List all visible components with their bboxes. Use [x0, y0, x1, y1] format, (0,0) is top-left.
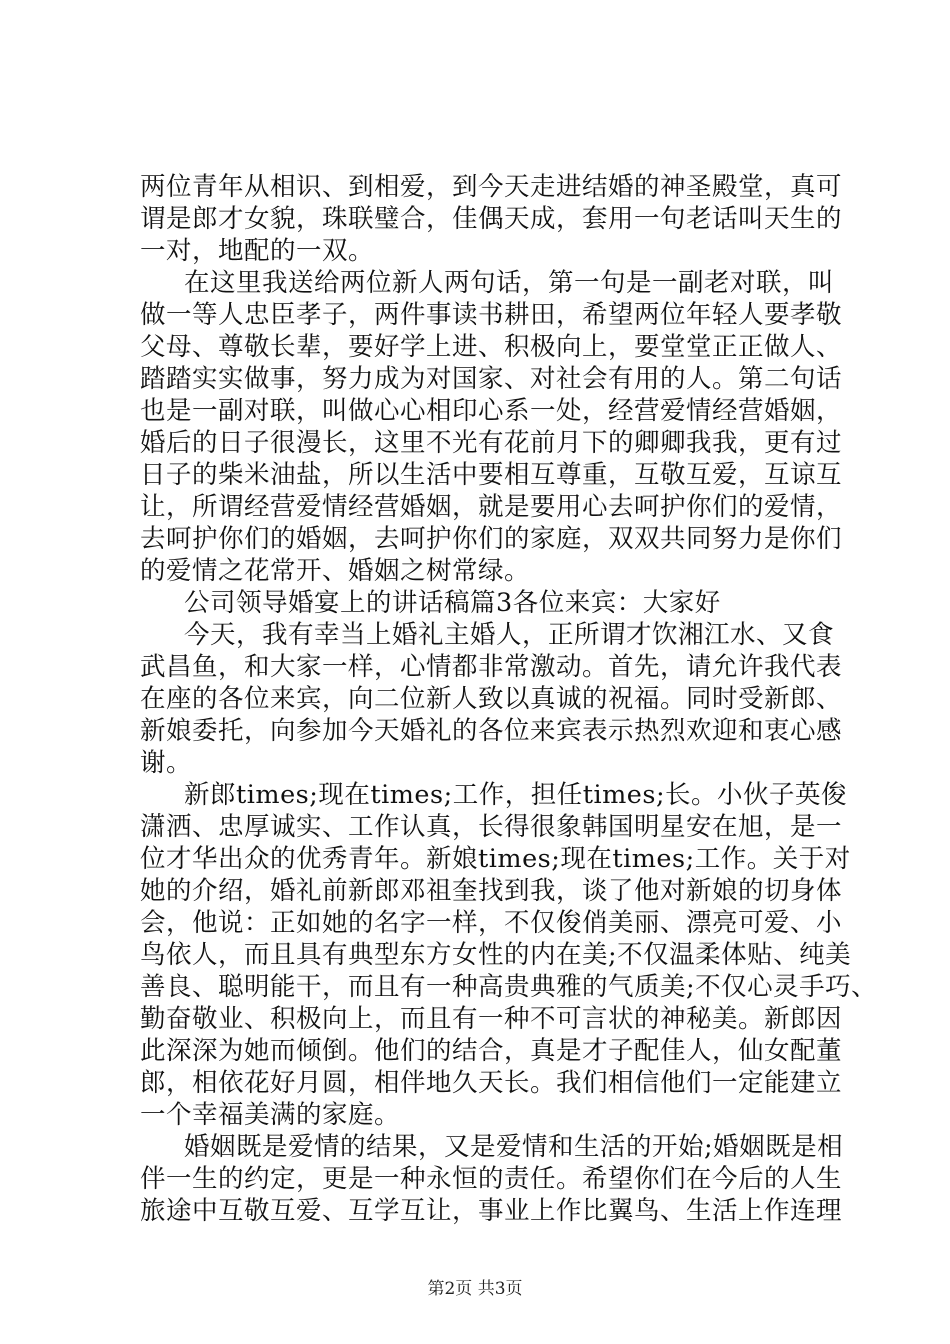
text-line: 新娘委托，向参加今天婚礼的各位来宾表示热烈欢迎和衷心感: [140, 716, 843, 746]
text-line: 在座的各位来宾，向二位新人致以真诚的祝福。同时受新郎、: [140, 684, 843, 714]
text-line: 此深深为她而倾倒。他们的结合，真是才子配佳人，仙女配董: [140, 1036, 843, 1066]
text-line: 武昌鱼，和大家一样，心情都非常激动。首先，请允许我代表: [140, 652, 843, 682]
document-body: [140, 171, 878, 1227]
text-line: 勤奋敬业、积极向上，而且有一种不可言状的神秘美。新郎因: [140, 1004, 843, 1034]
text-line: 伴一生的约定，更是一种永恒的责任。希望你们在今后的人生: [140, 1164, 843, 1194]
text-line: 郎，相依花好月圆，相伴地久天长。我们相信他们一定能建立: [140, 1068, 843, 1098]
text-line: 谢。: [140, 748, 193, 778]
text-line: 会，他说：正如她的名字一样，不仅俊俏美丽、漂亮可爱、小: [140, 908, 843, 938]
text-line: 踏踏实实做事，努力成为对国家、对社会有用的人。第二句话: [140, 364, 843, 394]
page-number-footer: 第2页 共3页: [427, 1279, 523, 1299]
text-line: 婚后的日子很漫长，这里不光有花前月下的卿卿我我，更有过: [140, 428, 843, 458]
text-line: 的爱情之花常开、婚姻之树常绿。: [140, 556, 531, 586]
text-line: 也是一副对联，叫做心心相印心系一处，经营爱情经营婚姻，: [140, 396, 843, 426]
text-line: 鸟依人，而且具有典型东方女性的内在美;不仅温柔体贴、纯美: [140, 940, 852, 970]
paragraph-start-line: 今天，我有幸当上婚礼主婚人，正所谓才饮湘江水、又食: [184, 620, 835, 650]
text-line: 她的介绍，婚礼前新郎邓祖奎找到我，谈了他对新娘的切身体: [140, 876, 843, 906]
text-line: 潇洒、忠厚诚实、工作认真，长得很象韩国明星安在旭，是一: [140, 812, 843, 842]
text-line: 旅途中互敬互爱、互学互让，事业上作比翼鸟、生活上作连理: [140, 1196, 843, 1226]
paragraph-start-line: 新郎times;现在times;工作，担任times;长。小伙子英俊: [184, 780, 848, 810]
text-line: 两位青年从相识、到相爱，到今天走进结婚的神圣殿堂，真可: [140, 172, 843, 202]
text-line: 位才华出众的优秀青年。新娘times;现在times;工作。关于对: [140, 844, 851, 874]
section-heading-line: 公司领导婚宴上的讲话稿篇3各位来宾：大家好: [184, 588, 721, 618]
text-line: 让，所谓经营爱情经营婚姻，就是要用心去呵护你们的爱情，: [140, 492, 843, 522]
text-line: 父母、尊敬长辈，要好学上进、积极向上，要堂堂正正做人、: [140, 332, 843, 362]
text-line: 日子的柴米油盐，所以生活中要相互尊重，互敬互爱，互谅互: [140, 460, 843, 490]
text-line: 做一等人忠臣孝子，两件事读书耕田，希望两位年轻人要孝敬: [140, 300, 843, 330]
text-line: 谓是郎才女貌，珠联璧合，佳偶天成，套用一句老话叫天生的: [140, 204, 843, 234]
text-line: 去呵护你们的婚姻，去呵护你们的家庭，双双共同努力是你们: [140, 524, 843, 554]
paragraph-start-line: 婚姻既是爱情的结果，又是爱情和生活的开始;婚姻既是相: [184, 1132, 844, 1162]
text-line: 善良、聪明能干，而且有一种高贵典雅的气质美;不仅心灵手巧、: [140, 972, 878, 1002]
text-line: 一个幸福美满的家庭。: [140, 1100, 401, 1130]
text-line: 一对，地配的一双。: [140, 236, 375, 266]
paragraph-start-line: 在这里我送给两位新人两句话，第一句是一副老对联，叫: [184, 268, 835, 298]
